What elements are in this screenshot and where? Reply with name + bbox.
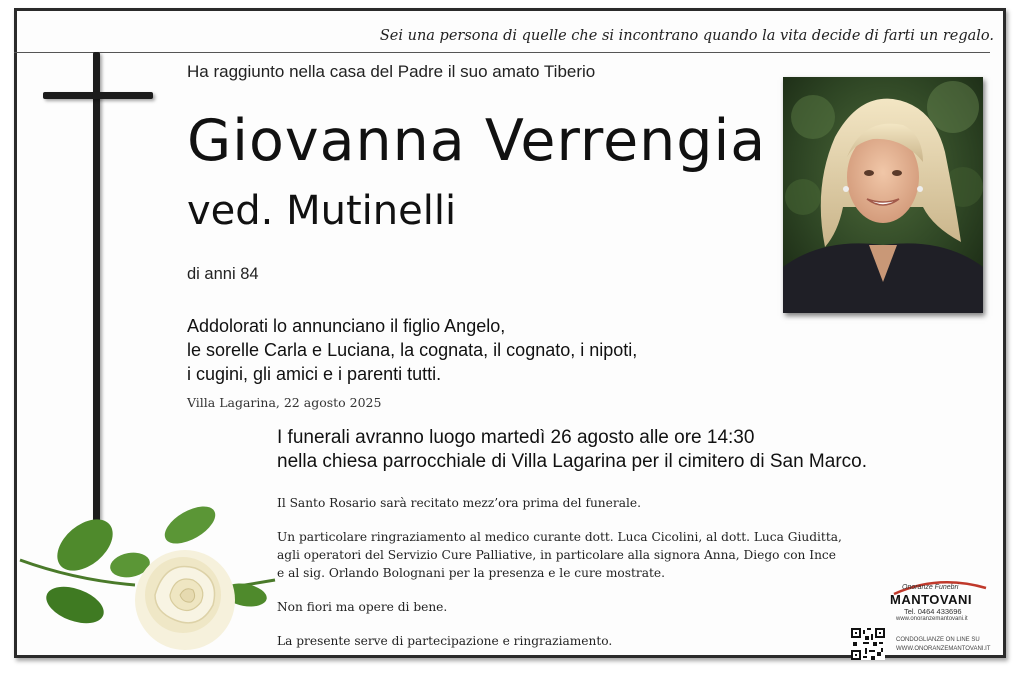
- condolences-online: [896, 636, 990, 654]
- funeral-home-logo: [888, 578, 992, 626]
- cross-bar: [43, 92, 153, 99]
- condolences-url[interactable]: WWW.ONORANZEMANTOVANI.IT: [896, 646, 991, 652]
- thanks-line: Un particolare ringraziamento al medico curante dott. Luca Cicolini, al dott. Luca Giuditta,: [277, 530, 842, 544]
- closing-text: [277, 632, 612, 650]
- flowers-line: Non fiori ma opere di bene.: [277, 600, 448, 614]
- announcement-line: Addolorati lo annunciano il figlio Angelo,: [187, 316, 506, 336]
- closing-line: La presente serve di partecipazione e ringraziamento.: [277, 634, 613, 648]
- white-rose-image: [15, 500, 295, 660]
- qr-code-icon[interactable]: [851, 628, 885, 660]
- funeral-line: nella chiesa parrocchiale di Villa Lagarina per il cimitero di San Marco.: [277, 451, 868, 472]
- funeral-info: [277, 426, 867, 474]
- thanks-line: e al sig. Orlando Bolognani per la presenza e le cure mostrate.: [277, 566, 665, 580]
- deceased-name: Giovanna Verrengia: [187, 108, 767, 174]
- announcement: [187, 314, 637, 386]
- announcement-line: le sorelle Carla e Luciana, la cognata, il cognato, i nipoti,: [187, 340, 638, 360]
- thanks-line: agli operatori del Servizio Cure Palliative, in particolare alla signora Anna, Diego con Ince: [277, 548, 836, 562]
- intro-text: Ha raggiunto nella casa del Padre il suo amato Tiberio: [187, 62, 596, 81]
- place-date: Villa Lagarina, 22 agosto 2025: [187, 395, 382, 410]
- flowers-text: [277, 598, 447, 616]
- thanks-text: [277, 528, 842, 582]
- age-text: di anni 84: [187, 265, 259, 283]
- quote-text: Sei una persona di quelle che si incontrano quando la vita decide di farti un regalo.: [379, 28, 994, 44]
- cross-icon: [93, 52, 100, 530]
- logo-tagline: Onoranze Funebri: [902, 584, 959, 591]
- funeral-line: I funerali avranno luogo martedì 26 agosto alle ore 14:30: [277, 427, 755, 448]
- logo-phone: Tel. 0464 433696: [904, 607, 962, 616]
- announcement-line: i cugini, gli amici e i parenti tutti.: [187, 364, 442, 384]
- logo-name: MANTOVANI: [890, 592, 973, 607]
- rosary-line: Il Santo Rosario sarà recitato mezz’ora prima del funerale.: [277, 496, 641, 510]
- condolences-line: CONDOGLIANZE ON LINE SU: [896, 637, 980, 643]
- rosary-text: [277, 494, 641, 512]
- portrait-photo: [783, 77, 983, 313]
- logo-website: www.onoranzemantovani.it: [896, 616, 968, 622]
- married-name: ved. Mutinelli: [187, 188, 457, 234]
- quote-divider: [14, 52, 990, 53]
